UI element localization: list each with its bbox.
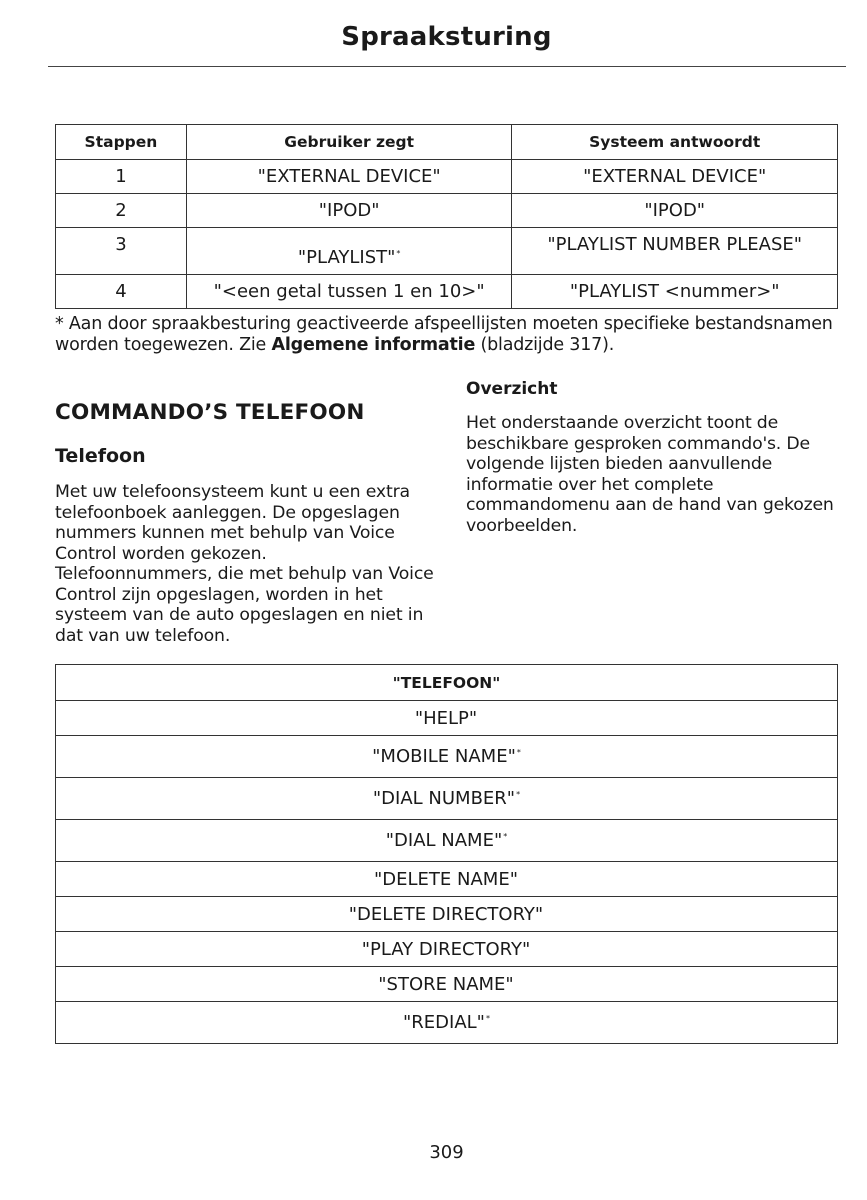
table-row	[56, 160, 838, 194]
table-row	[56, 820, 838, 862]
telefoon-subheading: Telefoon	[55, 445, 146, 467]
overzicht-subheading: Overzicht	[466, 379, 558, 399]
user-says-cell: "EXTERNAL DEVICE"	[186, 160, 512, 194]
user-says-cell: "IPOD"	[186, 194, 512, 228]
column-header-steps: Stappen	[56, 125, 187, 160]
command-cell	[56, 932, 838, 967]
system-responds-cell: "EXTERNAL DEVICE"	[512, 160, 838, 194]
table-row	[56, 967, 838, 1002]
command-cell	[56, 1002, 838, 1044]
user-says-cell	[186, 228, 512, 275]
command-text: "STORE NAME"	[378, 973, 514, 995]
footnote-page-reference: (bladzijde 317).	[475, 335, 615, 355]
table-row	[56, 1002, 838, 1044]
command-cell	[56, 862, 838, 897]
command-text: "DIAL NUMBER"	[372, 788, 516, 809]
overzicht-description	[466, 413, 846, 536]
table-row	[56, 897, 838, 932]
command-cell	[56, 778, 838, 820]
command-text: "DIAL NAME"	[385, 830, 503, 851]
command-cell	[56, 897, 838, 932]
section-title: COMMANDO’S TELEFOON	[55, 400, 365, 425]
table-header-row	[56, 125, 838, 160]
column-header-user-says: Gebruiker zegt	[186, 125, 512, 160]
column-header-system-responds: Systeem antwoordt	[512, 125, 838, 160]
telefoon-paragraph-2: Telefoonnummers, die met behulp van Voice Control zijn opgeslagen, worden in het systeem van de auto opgeslagen en niet in dat van uw telefoon.	[55, 564, 434, 646]
footnote-marker: *	[516, 790, 521, 799]
table-row	[56, 701, 838, 736]
telefoon-description	[55, 482, 435, 646]
user-says-cell: "<een getal tussen 1 en 10>"	[186, 275, 512, 309]
command-text: "DELETE DIRECTORY"	[348, 903, 544, 925]
command-text: "DELETE NAME"	[374, 868, 518, 890]
system-responds-cell: "PLAYLIST NUMBER PLEASE"	[512, 228, 838, 275]
user-says-text: "PLAYLIST"	[297, 247, 396, 268]
table-row	[56, 228, 838, 275]
footnote-marker: *	[396, 249, 401, 258]
command-text: "REDIAL"	[403, 1012, 485, 1033]
table-header-row	[56, 665, 838, 701]
step-number: 2	[56, 194, 187, 228]
table-row	[56, 932, 838, 967]
command-text: "HELP"	[414, 707, 478, 729]
column-header-telefoon: "TELEFOON"	[56, 665, 838, 701]
command-cell	[56, 736, 838, 778]
header-divider	[48, 66, 846, 67]
general-information-link[interactable]: Algemene informatie	[271, 335, 476, 355]
system-responds-cell: "IPOD"	[512, 194, 838, 228]
step-number: 4	[56, 275, 187, 309]
overzicht-paragraph: Het onderstaande overzicht toont de beschikbare gesproken commando's. De volgende lijsten bieden aanvullende informatie over het complete commandomenu aan de hand van gekozen voorbeelden.	[466, 413, 834, 536]
footnote-marker: *	[485, 1014, 490, 1023]
page-title: Spraaksturing	[341, 22, 552, 52]
steps-table	[55, 124, 838, 309]
phone-commands-table	[55, 664, 838, 1044]
table-row	[56, 778, 838, 820]
step-number: 1	[56, 160, 187, 194]
footnote-marker: *	[516, 748, 521, 757]
table-row	[56, 736, 838, 778]
telefoon-paragraph-1: Met uw telefoonsysteem kunt u een extra telefoonboek aanleggen. De opgeslagen nummers kunnen met behulp van Voice Control worden gekozen.	[55, 482, 410, 564]
step-number: 3	[56, 228, 187, 275]
footnote-text: * Aan door spraakbesturing geactiveerde afspeellijsten moeten specifieke bestandsnamen worden toegewezen. Zie	[55, 314, 833, 355]
command-cell	[56, 701, 838, 736]
table-row	[56, 194, 838, 228]
system-responds-cell: "PLAYLIST <nummer>"	[512, 275, 838, 309]
command-cell	[56, 967, 838, 1002]
command-text: "PLAY DIRECTORY"	[361, 938, 531, 960]
page-number: 309	[429, 1142, 464, 1163]
table-row	[56, 862, 838, 897]
table-footnote	[55, 314, 845, 356]
command-text: "MOBILE NAME"	[372, 746, 516, 767]
table-row	[56, 275, 838, 309]
command-cell	[56, 820, 838, 862]
footnote-marker: *	[503, 832, 508, 841]
